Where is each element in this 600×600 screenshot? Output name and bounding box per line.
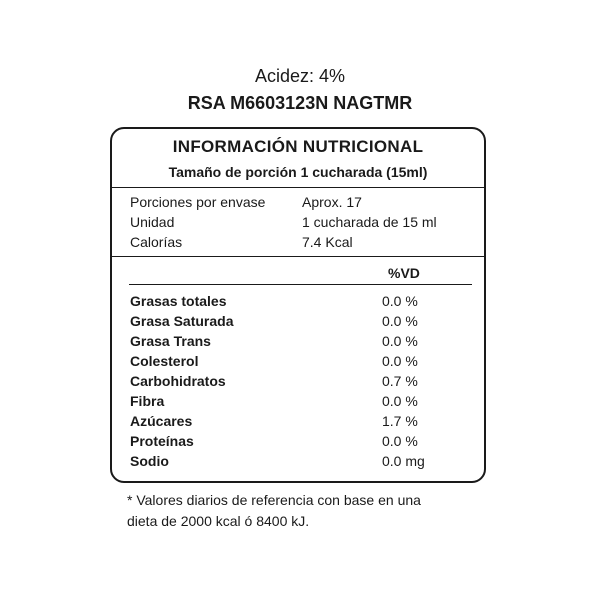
divider [112,187,484,188]
unit-label: Unidad [130,214,175,230]
divider [129,284,472,285]
nutrient-label: Grasa Trans [130,333,211,349]
nutrient-value: 1.7 % [382,413,418,429]
nutrient-label: Fibra [130,393,165,409]
nutrient-value: 0.0 % [382,313,418,329]
nutrition-panel [110,127,486,483]
nutrient-label: Azúcares [130,413,193,429]
divider [112,256,484,257]
nutrient-value: 0.0 % [382,353,418,369]
servings-per-container-value: Aprox. 17 [302,194,362,210]
nutrient-label: Sodio [130,453,169,469]
nutrient-value: 0.0 % [382,333,418,349]
calories-label: Calorías [130,234,183,250]
nutrient-value: 0.0 % [382,293,418,309]
unit-value: 1 cucharada de 15 ml [302,214,437,230]
nutrient-label: Grasas totales [130,293,227,309]
nutrient-value: 0.0 % [382,393,418,409]
nutrient-label: Colesterol [130,353,199,369]
footnote-line-2: dieta de 2000 kcal ó 8400 kJ. [127,513,310,529]
nutrient-label: Grasa Saturada [130,313,234,329]
footnote [127,490,467,532]
acidity-text: Acidez: 4% [254,66,346,86]
servings-per-container-label: Porciones por envase [130,194,266,210]
nutrient-value: 0.0 mg [382,453,425,469]
nutrient-label: Proteínas [130,433,194,449]
nutrient-label: Carbohidratos [130,373,226,389]
rsa-code: RSA M6603123N NAGTMR [187,93,413,113]
panel-title: INFORMACIÓN NUTRICIONAL [172,137,424,156]
nutrient-value: 0.0 % [382,433,418,449]
serving-size: Tamaño de porción 1 cucharada (15ml) [168,164,428,180]
daily-value-header: %VD [388,265,420,281]
calories-value: 7.4 Kcal [302,234,353,250]
nutrient-value: 0.7 % [382,373,418,389]
footnote-line-1: * Valores diarios de referencia con base en una [127,492,421,508]
